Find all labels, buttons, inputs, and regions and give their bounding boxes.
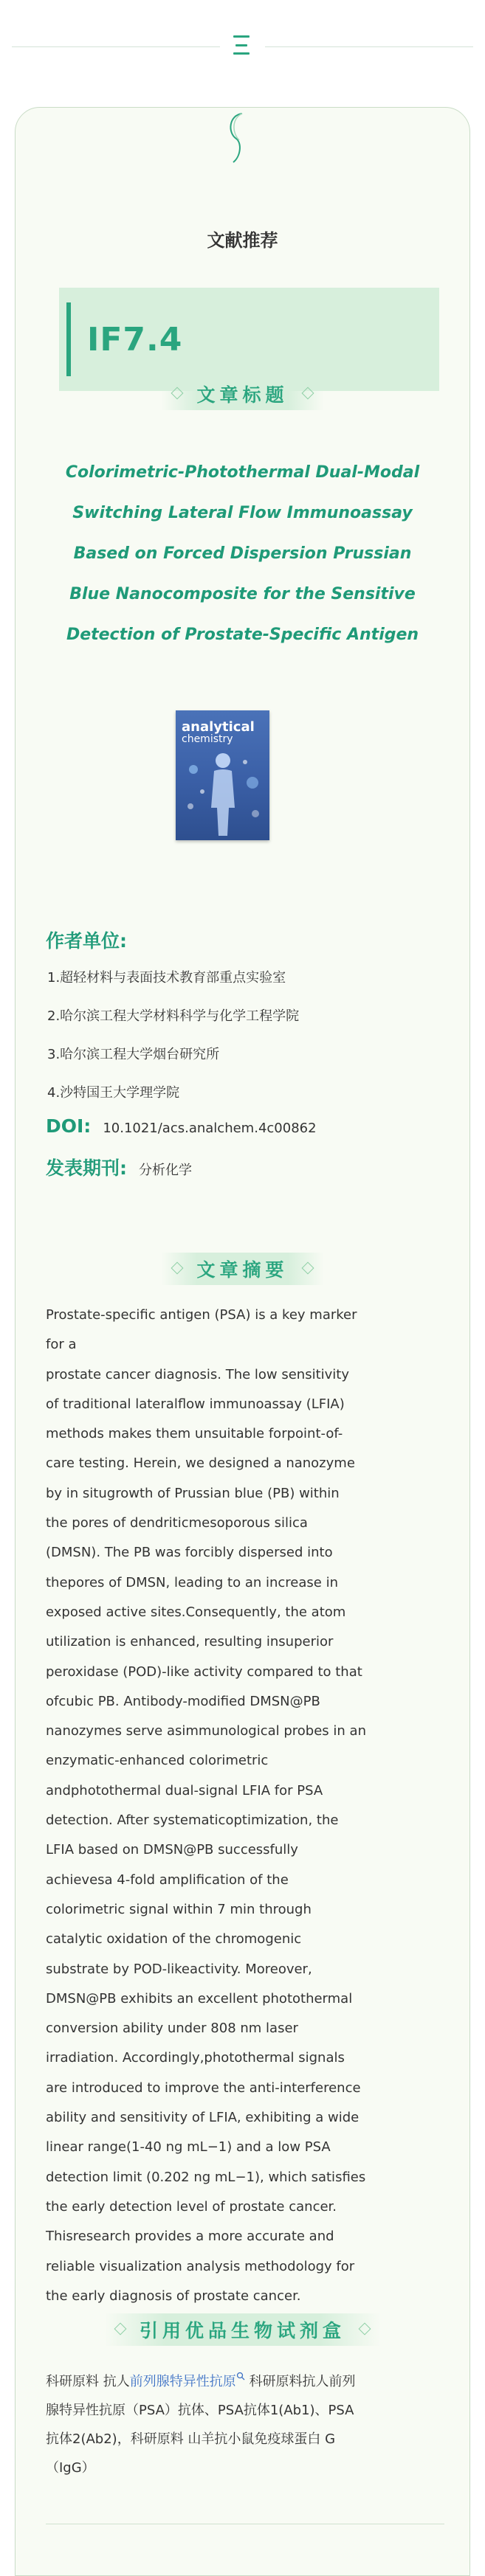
affiliation-item: 3.哈尔滨工程大学烟台研究所 <box>47 1047 220 1062</box>
abstract-body <box>46 1301 444 2311</box>
article-title-line: Colorimetric-Photothermal Dual-Modal <box>65 463 420 482</box>
abstract-line: catalytic oxidation of the chromogenic <box>46 1931 302 1947</box>
affiliations-label: 作者单位: <box>46 930 127 952</box>
journal-cover-image <box>176 710 269 840</box>
impact-factor-box <box>59 288 439 391</box>
affiliation-item: 4.沙特国王大学理学院 <box>47 1085 180 1101</box>
article-title <box>37 452 448 655</box>
diamond-icon <box>359 2323 371 2336</box>
top-divider-left <box>12 46 220 47</box>
abstract-line: for a <box>46 1337 77 1353</box>
cover-figure-illustration <box>176 740 269 840</box>
abstract-line: LFIA based on DMSN@PB successfully <box>46 1842 298 1858</box>
tag-reagents-text: 引用优品生物试剂盒 <box>139 2320 345 2341</box>
article-title-line: Switching Lateral Flow Immunoassay <box>72 504 413 522</box>
search-icon[interactable] <box>236 2372 245 2381</box>
doi-row <box>46 1115 317 1137</box>
abstract-line: conversion ability under 808 nm laser <box>46 2021 298 2037</box>
abstract-line: andphotothermal dual-signal LFIA for PSA <box>46 1782 323 1798</box>
affiliation-item: 1.超轻材料与表面技术教育部重点实验室 <box>47 970 286 986</box>
affiliations-list <box>47 968 446 1121</box>
article-title-line: Detection of Prostate-Specific Antigen <box>66 626 419 644</box>
diamond-icon <box>301 387 314 400</box>
abstract-line: ofcubic PB. Antibody-modified DMSN@PB <box>46 1693 320 1709</box>
abstract-line: methods makes them unsuitable forpoint-of- <box>46 1426 343 1442</box>
reagents-line: （IgG） <box>46 2460 95 2476</box>
journal-value: 分析化学 <box>139 1163 192 1178</box>
cover-journal-name: analytical chemistry <box>182 719 255 745</box>
doi-label: DOI: <box>46 1115 92 1137</box>
article-title-line: Based on Forced Dispersion Prussian <box>73 544 412 563</box>
abstract-line: DMSN@PB exhibits an excellent photothermal <box>46 1990 353 2007</box>
diamond-icon <box>171 1262 184 1275</box>
diamond-icon <box>114 2323 126 2336</box>
doi-value[interactable]: 10.1021/acs.analchem.4c00862 <box>103 1121 317 1136</box>
abstract-line: Thisresearch provides a more accurate and <box>46 2229 334 2245</box>
abstract-line: irradiation. Accordingly,photothermal signals <box>46 2050 345 2066</box>
impact-factor-accent-bar <box>66 302 71 376</box>
abstract-line: (DMSN). The PB was forcibly dispersed into <box>46 1545 333 1561</box>
reagents-line: 抗体2(Ab2)，科研原料 山羊抗小鼠免疫球蛋白 G <box>46 2431 336 2447</box>
abstract-line: peroxidase (POD)-like activity compared to that <box>46 1663 362 1680</box>
abstract-line: the early diagnosis of prostate cancer. <box>46 2288 301 2304</box>
journal-row <box>46 1154 192 1180</box>
abstract-line: reliable visualization analysis methodology for <box>46 2258 355 2274</box>
reagents-line: 科研原料 抗人前列腺特异性抗原 科研原料抗人前列 <box>46 2367 444 2396</box>
journal-label: 发表期刊: <box>46 1157 127 1179</box>
abstract-line: substrate by POD-likeactivity. Moreover, <box>46 1961 312 1977</box>
reagents-line: 腺特异性抗原（PSA）抗体、PSA抗体1(Ab1)、PSA <box>46 2403 354 2418</box>
abstract-line: enzymatic-enhanced colorimetric <box>46 1753 269 1769</box>
abstract-line: detection limit (0.202 ng mL−1), which satisfies <box>46 2169 366 2185</box>
abstract-line: thepores of DMSN, leading to an increase in <box>46 1574 338 1590</box>
tag-abstract <box>0 1256 485 1282</box>
abstract-line: by in situgrowth of Prussian blue (PB) within <box>46 1485 340 1501</box>
abstract-line: the pores of dendriticmesoporous silica <box>46 1515 308 1531</box>
hook-ornament <box>224 111 250 170</box>
top-divider-right <box>265 46 473 47</box>
reagents-body <box>46 2367 444 2482</box>
article-title-line: Blue Nanocomposite for the Sensitive <box>69 585 416 603</box>
tag-article-title <box>0 381 485 407</box>
menu-icon[interactable] <box>233 35 250 55</box>
section-title-recommend: 文献推荐 <box>207 230 278 251</box>
tag-reagents <box>0 2316 485 2343</box>
abstract-line: of traditional lateralflow immunoassay (LFIA) <box>46 1396 345 1412</box>
diamond-icon <box>301 1262 314 1275</box>
affiliation-item: 2.哈尔滨工程大学材料科学与化学工程学院 <box>47 1008 300 1024</box>
abstract-line: achievesa 4-fold amplification of the <box>46 1872 289 1888</box>
abstract-line: colorimetric signal within 7 min through <box>46 1901 312 1917</box>
abstract-line: are introduced to improve the anti-interference <box>46 2080 361 2096</box>
reagent-link[interactable]: 前列腺特异性抗原 <box>129 2374 236 2389</box>
diamond-icon <box>171 387 184 400</box>
impact-factor-label: IF7.4 <box>87 320 183 359</box>
abstract-line: exposed active sites.Consequently, the atom <box>46 1604 346 1620</box>
abstract-line: prostate cancer diagnosis. The low sensitivity <box>46 1366 350 1382</box>
abstract-line: care testing. Herein, we designed a nanozyme <box>46 1455 355 1472</box>
tag-article-title-text: 文章标题 <box>196 384 289 406</box>
tag-abstract-text: 文章摘要 <box>196 1259 289 1281</box>
abstract-line: detection. After systematicoptimization, the <box>46 1812 339 1829</box>
abstract-line: Prostate-specific antigen (PSA) is a key marker <box>46 1307 357 1323</box>
abstract-line: linear range(1-40 ng mL−1) and a low PSA <box>46 2139 331 2156</box>
abstract-line: nanozymes serve asimmunological probes in an <box>46 1723 366 1739</box>
abstract-line: the early detection level of prostate cancer. <box>46 2198 337 2215</box>
abstract-line: ability and sensitivity of LFIA, exhibiting a wide <box>46 2110 360 2126</box>
abstract-line: utilization is enhanced, resulting insuperior <box>46 1634 334 1650</box>
